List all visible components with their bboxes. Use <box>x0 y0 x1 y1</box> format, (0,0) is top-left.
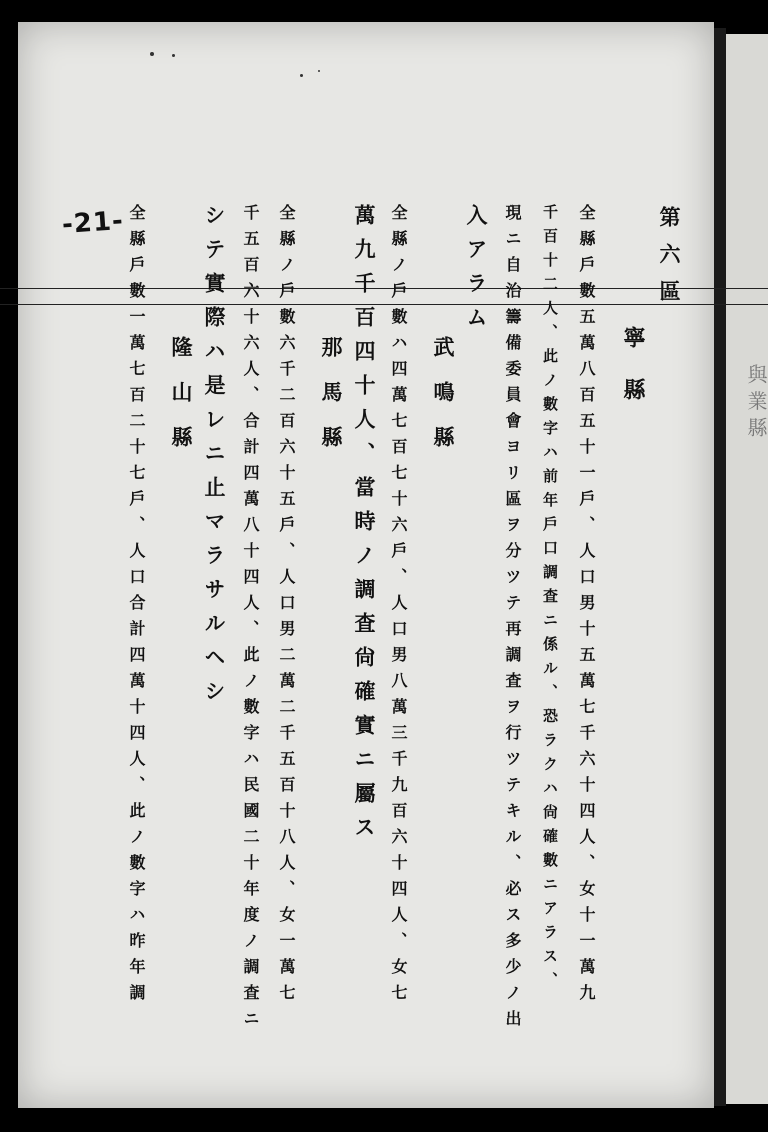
text-column: 千五百六十六人、合計四萬八十四人、此ノ數字ハ民國二十年度ノ調査ニ <box>241 204 260 1036</box>
text-column: 全縣戶數一萬七百二十七戶、人口合計四萬十四人、此ノ數字ハ昨年調 <box>127 204 146 1010</box>
section-heading: 那馬縣 <box>319 336 344 471</box>
adjacent-page-text: 與 業 縣 <box>744 364 768 437</box>
text-column: 萬九千百四十人、當時ノ調査尙確實ニ屬ス <box>352 204 377 850</box>
district-heading: 第六區 <box>657 206 682 317</box>
text-column: 千百十二人、此ノ數字ハ前年戶口調査ニ係ル、恐ラクハ尙確數ニアラス、 <box>541 204 559 996</box>
page-number: -21- <box>61 205 125 241</box>
dust-speck <box>300 74 303 77</box>
text-column: シテ實際ハ是レニ止マラサルヘシ <box>202 204 227 714</box>
adjacent-page-edge <box>726 34 768 1104</box>
scan-line-artifact <box>0 288 768 289</box>
text-column: 全縣戶數五萬八百五十一戶、人口男十五萬七千六十四人、女十一萬九 <box>577 204 596 1010</box>
page-gutter <box>714 28 726 1106</box>
section-heading: 武鳴縣 <box>431 336 456 471</box>
dust-speck <box>318 70 320 72</box>
dust-speck <box>150 52 154 56</box>
text-column: 全縣ノ戶數ハ四萬七百七十六戶、人口男八萬三千九百六十四人、女七 <box>389 204 408 1010</box>
text-column: 入アラム <box>464 204 489 340</box>
section-heading: 隆山縣 <box>169 336 194 471</box>
text-column: 現ニ自治籌備委員會ヨリ區ヲ分ツテ再調査ヲ行ツテキル、必ス多少ノ出 <box>503 204 522 1036</box>
text-column: 全縣ノ戶數六千二百六十五戶、人口男二萬二千五百十八人、女一萬七 <box>277 204 296 1010</box>
section-heading: 寧縣 <box>620 326 646 430</box>
scan-line-artifact <box>0 304 768 305</box>
dust-speck <box>172 54 175 57</box>
